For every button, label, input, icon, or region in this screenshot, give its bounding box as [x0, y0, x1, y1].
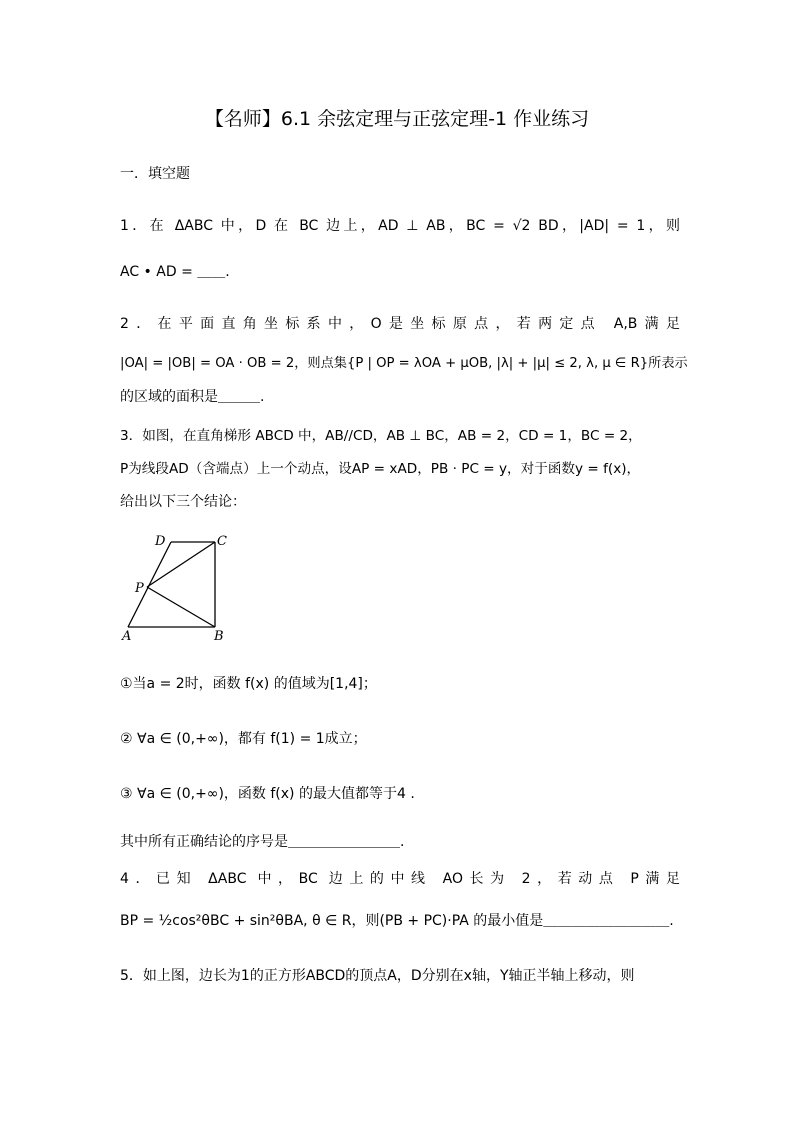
- conclusion-1: ①当a = 2时，函数 f(x) 的值域为[1,4]；: [120, 676, 377, 692]
- section-heading: 一．填空题: [120, 166, 190, 182]
- label-b: B: [214, 629, 224, 644]
- label-c: C: [217, 534, 227, 549]
- page-title: 【名师】6.1 余弦定理与正弦定理-1 作业练习: [204, 108, 590, 130]
- label-d: D: [155, 534, 166, 549]
- question-2-line-2: |OA| = |OB| = OA · OB = 2，则点集{P | OP = λOA + μOB, |λ| + |μ| ≤ 2, λ, μ ∈ R}所表示: [120, 356, 688, 371]
- question-5-line-1: 5．如上图，边长为1的正方形ABCD的顶点A，D分别在x轴，Y轴正半轴上移动，则: [120, 968, 635, 984]
- question-3-line-2: P为线段AD（含端点）上一个动点，设AP = xAD，PB · PC = y，对于函数y = f(x)，: [120, 461, 641, 477]
- question-2-line-1: 2．在平面直角坐标系中，O是坐标原点，若两定点 A,B满足: [120, 316, 680, 332]
- question-4-line-1: 4．已知 ΔABC 中，BC 边上的中线 AO长为 2，若动点 P满足: [120, 871, 680, 887]
- label-a: A: [122, 629, 132, 644]
- trapezoid-figure: [118, 530, 238, 648]
- question-1-line-2: AC • AD = ＿＿.: [120, 264, 230, 280]
- question-3-line-1: 3．如图，在直角梯形 ABCD 中，AB//CD，AB ⊥ BC，AB = 2，CD = 1，BC = 2，: [120, 428, 642, 444]
- conclusion-2: ② ∀a ∈ (0,+∞)，都有 f(1) = 1成立；: [120, 731, 367, 747]
- question-3-line-3: 给出以下三个结论：: [120, 494, 246, 510]
- conclusion-3: ③ ∀a ∈ (0,+∞)，函数 f(x) 的最大值都等于4 .: [120, 786, 415, 802]
- segment-pb: [147, 587, 215, 627]
- label-p: P: [135, 581, 144, 596]
- question-1-line-1: 1．在 ΔABC 中，D 在 BC 边上，AD ⊥ AB，BC = √2 BD，|AD| = 1，则: [120, 218, 680, 234]
- question-3-ask: 其中所有正确结论的序号是＿＿＿＿＿＿＿＿.: [120, 834, 405, 850]
- question-4-line-2: BP = ½cos²θBC + sin²θBA, θ ∈ R，则(PB + PC)·PA 的最小值是＿＿＿＿＿＿＿＿＿.: [120, 913, 674, 929]
- question-2-line-3: 的区域的面积是＿＿＿.: [120, 389, 265, 405]
